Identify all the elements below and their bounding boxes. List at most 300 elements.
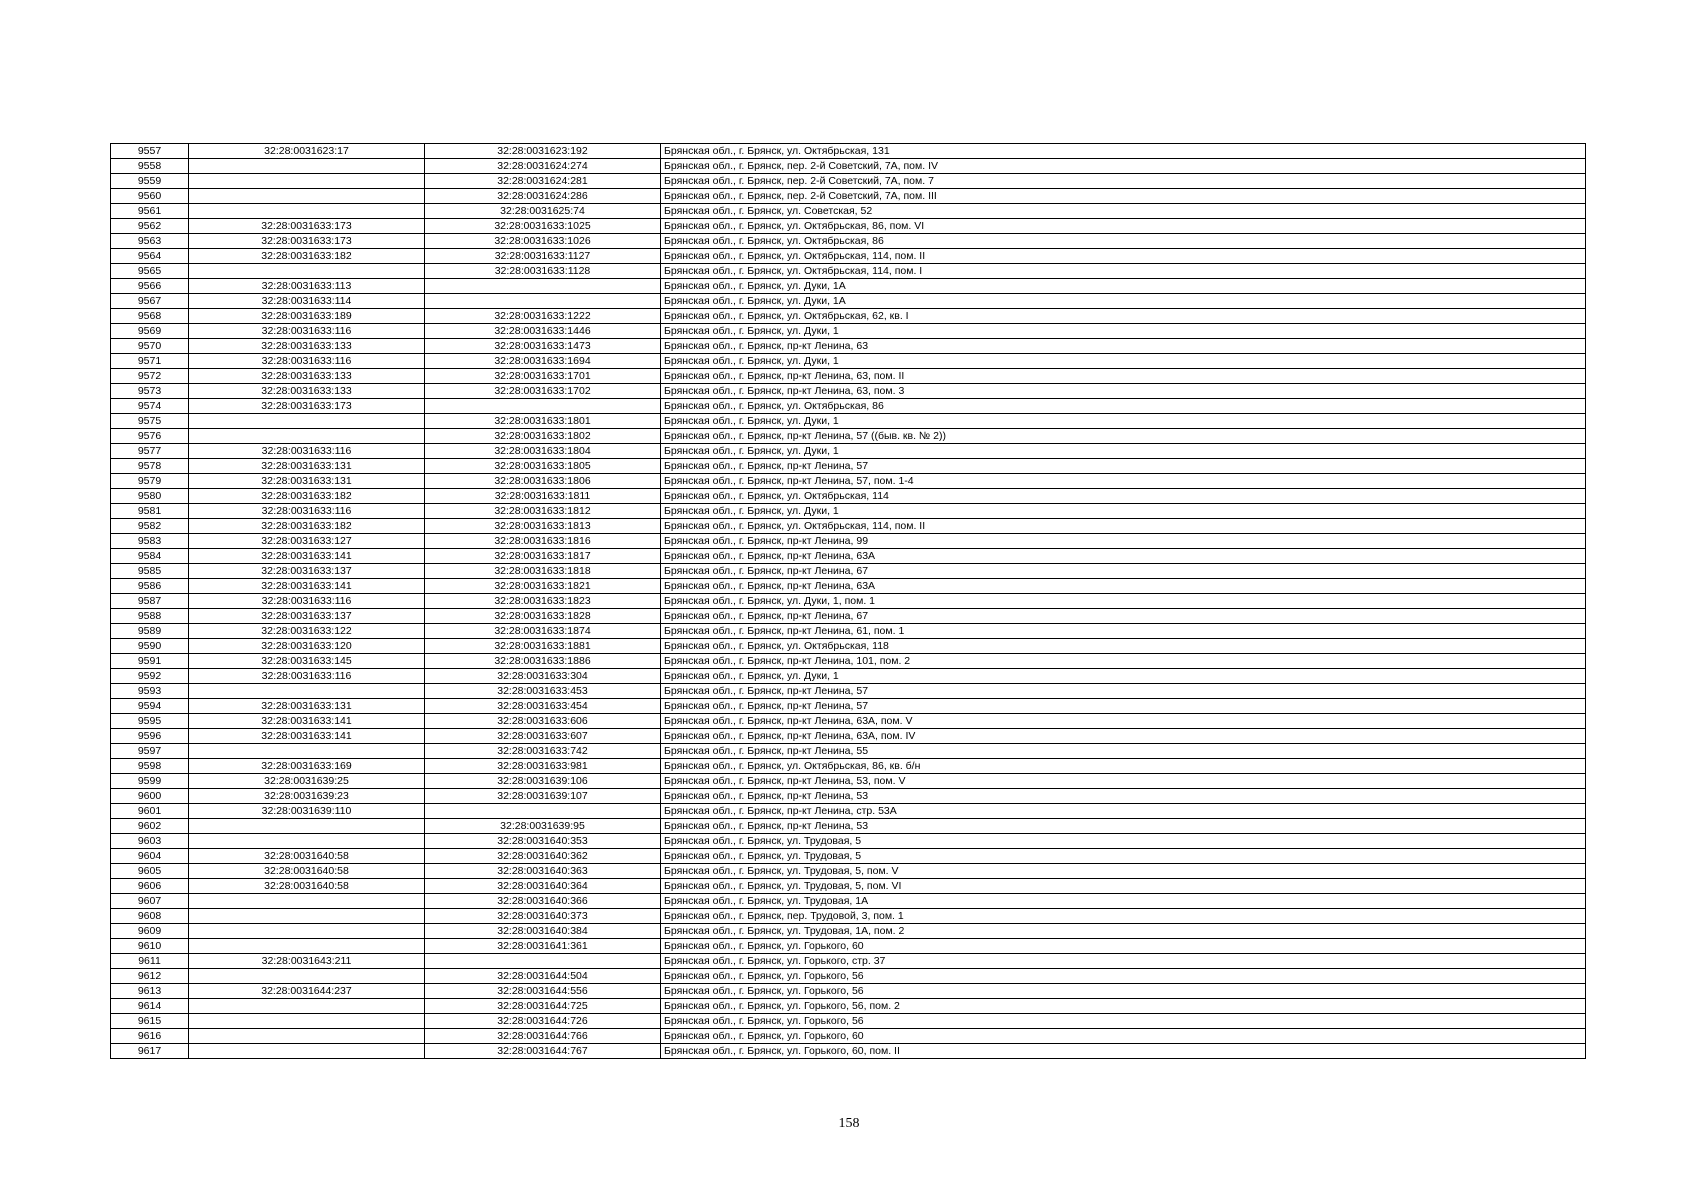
table-row [111, 1044, 1586, 1059]
address-cell: Брянская обл., г. Брянск, пер. 2-й Советский, 7А, пом. IV [661, 159, 1586, 174]
row-number-cell: 9564 [111, 249, 189, 264]
address-cell: Брянская обл., г. Брянск, ул. Трудовая, 5, пом. VI [661, 879, 1586, 894]
parent-cadastral-cell [189, 264, 425, 279]
cadastral-number-cell: 32:28:0031644:767 [425, 1044, 661, 1059]
address-cell: Брянская обл., г. Брянск, пр-кт Ленина, 99 [661, 534, 1586, 549]
parent-cadastral-cell [189, 429, 425, 444]
address-cell: Брянская обл., г. Брянск, пр-кт Ленина, 63А, пом. V [661, 714, 1586, 729]
parent-cadastral-cell [189, 1044, 425, 1059]
cadastral-number-cell: 32:28:0031633:1694 [425, 354, 661, 369]
cadastral-number-cell: 32:28:0031640:364 [425, 879, 661, 894]
parent-cadastral-cell [189, 939, 425, 954]
cadastral-number-cell: 32:28:0031633:1812 [425, 504, 661, 519]
table-row [111, 609, 1586, 624]
address-cell: Брянская обл., г. Брянск, пер. 2-й Советский, 7А, пом. III [661, 189, 1586, 204]
parent-cadastral-cell: 32:28:0031633:131 [189, 474, 425, 489]
table-row [111, 954, 1586, 969]
parent-cadastral-cell: 32:28:0031644:237 [189, 984, 425, 999]
table-row [111, 174, 1586, 189]
address-cell: Брянская обл., г. Брянск, пр-кт Ленина, 57 [661, 459, 1586, 474]
parent-cadastral-cell [189, 924, 425, 939]
table-row [111, 879, 1586, 894]
table-row [111, 444, 1586, 459]
cadastral-number-cell: 32:28:0031633:1813 [425, 519, 661, 534]
table-row [111, 999, 1586, 1014]
table-row [111, 189, 1586, 204]
address-cell: Брянская обл., г. Брянск, пр-кт Ленина, 61, пом. 1 [661, 624, 1586, 639]
address-cell: Брянская обл., г. Брянск, ул. Октябрьская, 118 [661, 639, 1586, 654]
cadastral-number-cell: 32:28:0031633:1821 [425, 579, 661, 594]
cadastral-number-cell: 32:28:0031633:1702 [425, 384, 661, 399]
cadastral-number-cell: 32:28:0031633:606 [425, 714, 661, 729]
row-number-cell: 9568 [111, 309, 189, 324]
address-cell: Брянская обл., г. Брянск, пер. Трудовой, 3, пом. 1 [661, 909, 1586, 924]
table-row [111, 684, 1586, 699]
row-number-cell: 9557 [111, 144, 189, 159]
parent-cadastral-cell: 32:28:0031633:137 [189, 609, 425, 624]
parent-cadastral-cell: 32:28:0031633:133 [189, 369, 425, 384]
address-cell: Брянская обл., г. Брянск, ул. Горького, 60 [661, 1029, 1586, 1044]
registry-table [110, 143, 1586, 1059]
address-cell: Брянская обл., г. Брянск, ул. Горького, 60 [661, 939, 1586, 954]
row-number-cell: 9611 [111, 954, 189, 969]
address-cell: Брянская обл., г. Брянск, ул. Горького, стр. 37 [661, 954, 1586, 969]
parent-cadastral-cell: 32:28:0031633:116 [189, 594, 425, 609]
parent-cadastral-cell: 32:28:0031623:17 [189, 144, 425, 159]
row-number-cell: 9604 [111, 849, 189, 864]
table-row [111, 264, 1586, 279]
address-cell: Брянская обл., г. Брянск, ул. Дуки, 1 [661, 324, 1586, 339]
row-number-cell: 9589 [111, 624, 189, 639]
table-row [111, 924, 1586, 939]
row-number-cell: 9573 [111, 384, 189, 399]
row-number-cell: 9569 [111, 324, 189, 339]
cadastral-number-cell: 32:28:0031644:504 [425, 969, 661, 984]
row-number-cell: 9559 [111, 174, 189, 189]
parent-cadastral-cell [189, 909, 425, 924]
row-number-cell: 9576 [111, 429, 189, 444]
parent-cadastral-cell: 32:28:0031633:141 [189, 549, 425, 564]
table-row [111, 489, 1586, 504]
table-row [111, 159, 1586, 174]
table-row [111, 579, 1586, 594]
table-row [111, 774, 1586, 789]
address-cell: Брянская обл., г. Брянск, ул. Горького, 60, пом. II [661, 1044, 1586, 1059]
table-row [111, 369, 1586, 384]
row-number-cell: 9617 [111, 1044, 189, 1059]
parent-cadastral-cell: 32:28:0031633:133 [189, 339, 425, 354]
parent-cadastral-cell: 32:28:0031633:116 [189, 669, 425, 684]
cadastral-number-cell: 32:28:0031633:1817 [425, 549, 661, 564]
row-number-cell: 9597 [111, 744, 189, 759]
address-cell: Брянская обл., г. Брянск, пр-кт Ленина, 55 [661, 744, 1586, 759]
cadastral-number-cell: 32:28:0031633:1818 [425, 564, 661, 579]
parent-cadastral-cell [189, 819, 425, 834]
cadastral-number-cell: 32:28:0031640:373 [425, 909, 661, 924]
address-cell: Брянская обл., г. Брянск, ул. Трудовая, 5, пом. V [661, 864, 1586, 879]
cadastral-number-cell: 32:28:0031633:453 [425, 684, 661, 699]
row-number-cell: 9601 [111, 804, 189, 819]
parent-cadastral-cell [189, 159, 425, 174]
address-cell: Брянская обл., г. Брянск, ул. Горького, 56 [661, 984, 1586, 999]
cadastral-number-cell: 32:28:0031633:1816 [425, 534, 661, 549]
table-row [111, 714, 1586, 729]
address-cell: Брянская обл., г. Брянск, ул. Горького, 56 [661, 969, 1586, 984]
cadastral-number-cell: 32:28:0031633:1802 [425, 429, 661, 444]
page-number: 158 [838, 1116, 860, 1131]
row-number-cell: 9558 [111, 159, 189, 174]
table-row [111, 654, 1586, 669]
table-row [111, 144, 1586, 159]
address-cell: Брянская обл., г. Брянск, пр-кт Ленина, 53, пом. V [661, 774, 1586, 789]
address-cell: Брянская обл., г. Брянск, ул. Дуки, 1 [661, 444, 1586, 459]
row-number-cell: 9585 [111, 564, 189, 579]
row-number-cell: 9562 [111, 219, 189, 234]
parent-cadastral-cell: 32:28:0031633:137 [189, 564, 425, 579]
row-number-cell: 9600 [111, 789, 189, 804]
address-cell: Брянская обл., г. Брянск, ул. Дуки, 1 [661, 504, 1586, 519]
address-cell: Брянская обл., г. Брянск, пр-кт Ленина, 53 [661, 789, 1586, 804]
row-number-cell: 9603 [111, 834, 189, 849]
cadastral-number-cell: 32:28:0031644:766 [425, 1029, 661, 1044]
address-cell: Брянская обл., г. Брянск, ул. Октябрьская, 86, кв. б/н [661, 759, 1586, 774]
cadastral-number-cell: 32:28:0031633:1874 [425, 624, 661, 639]
address-cell: Брянская обл., г. Брянск, ул. Дуки, 1 [661, 354, 1586, 369]
row-number-cell: 9607 [111, 894, 189, 909]
row-number-cell: 9602 [111, 819, 189, 834]
row-number-cell: 9594 [111, 699, 189, 714]
parent-cadastral-cell [189, 894, 425, 909]
table-row [111, 384, 1586, 399]
address-cell: Брянская обл., г. Брянск, пер. 2-й Советский, 7А, пом. 7 [661, 174, 1586, 189]
row-number-cell: 9586 [111, 579, 189, 594]
table-row [111, 894, 1586, 909]
row-number-cell: 9560 [111, 189, 189, 204]
address-cell: Брянская обл., г. Брянск, пр-кт Ленина, 57 ((быв. кв. № 2)) [661, 429, 1586, 444]
row-number-cell: 9581 [111, 504, 189, 519]
parent-cadastral-cell [189, 414, 425, 429]
cadastral-number-cell: 32:28:0031624:274 [425, 159, 661, 174]
table-row [111, 399, 1586, 414]
cadastral-number-cell: 32:28:0031639:106 [425, 774, 661, 789]
address-cell: Брянская обл., г. Брянск, пр-кт Ленина, 57, пом. 1-4 [661, 474, 1586, 489]
address-cell: Брянская обл., г. Брянск, ул. Октябрьская, 86 [661, 399, 1586, 414]
address-cell: Брянская обл., г. Брянск, ул. Трудовая, 1А, пом. 2 [661, 924, 1586, 939]
table-row [111, 219, 1586, 234]
table-row [111, 324, 1586, 339]
address-cell: Брянская обл., г. Брянск, пр-кт Ленина, 63А, пом. IV [661, 729, 1586, 744]
cadastral-number-cell: 32:28:0031624:281 [425, 174, 661, 189]
table-row [111, 1029, 1586, 1044]
parent-cadastral-cell: 32:28:0031633:116 [189, 504, 425, 519]
cadastral-number-cell: 32:28:0031633:454 [425, 699, 661, 714]
row-number-cell: 9609 [111, 924, 189, 939]
table-row [111, 504, 1586, 519]
address-cell: Брянская обл., г. Брянск, ул. Горького, 56, пом. 2 [661, 999, 1586, 1014]
cadastral-number-cell: 32:28:0031633:1127 [425, 249, 661, 264]
cadastral-number-cell: 32:28:0031633:1886 [425, 654, 661, 669]
table-row [111, 804, 1586, 819]
parent-cadastral-cell: 32:28:0031633:120 [189, 639, 425, 654]
cadastral-number-cell: 32:28:0031633:1025 [425, 219, 661, 234]
address-cell: Брянская обл., г. Брянск, ул. Октябрьская, 114, пом. II [661, 519, 1586, 534]
address-cell: Брянская обл., г. Брянск, ул. Дуки, 1А [661, 279, 1586, 294]
parent-cadastral-cell: 32:28:0031639:23 [189, 789, 425, 804]
parent-cadastral-cell: 32:28:0031633:173 [189, 219, 425, 234]
address-cell: Брянская обл., г. Брянск, ул. Октябрьская, 114 [661, 489, 1586, 504]
cadastral-number-cell: 32:28:0031644:726 [425, 1014, 661, 1029]
row-number-cell: 9570 [111, 339, 189, 354]
row-number-cell: 9591 [111, 654, 189, 669]
address-cell: Брянская обл., г. Брянск, пр-кт Ленина, 67 [661, 609, 1586, 624]
table-row [111, 594, 1586, 609]
row-number-cell: 9610 [111, 939, 189, 954]
table-row [111, 639, 1586, 654]
parent-cadastral-cell [189, 189, 425, 204]
parent-cadastral-cell: 32:28:0031633:182 [189, 249, 425, 264]
parent-cadastral-cell: 32:28:0031633:182 [189, 519, 425, 534]
table-row [111, 849, 1586, 864]
row-number-cell: 9566 [111, 279, 189, 294]
row-number-cell: 9567 [111, 294, 189, 309]
row-number-cell: 9599 [111, 774, 189, 789]
parent-cadastral-cell: 32:28:0031633:133 [189, 384, 425, 399]
address-cell: Брянская обл., г. Брянск, ул. Октябрьская, 114, пом. II [661, 249, 1586, 264]
cadastral-number-cell: 32:28:0031639:95 [425, 819, 661, 834]
address-cell: Брянская обл., г. Брянск, пр-кт Ленина, 101, пом. 2 [661, 654, 1586, 669]
parent-cadastral-cell: 32:28:0031633:131 [189, 459, 425, 474]
cadastral-number-cell: 32:28:0031633:981 [425, 759, 661, 774]
table-row [111, 624, 1586, 639]
table-row [111, 699, 1586, 714]
row-number-cell: 9612 [111, 969, 189, 984]
table-row [111, 519, 1586, 534]
table-row [111, 294, 1586, 309]
parent-cadastral-cell: 32:28:0031633:131 [189, 699, 425, 714]
address-cell: Брянская обл., г. Брянск, пр-кт Ленина, 63, пом. 3 [661, 384, 1586, 399]
table-row [111, 969, 1586, 984]
table-body [111, 144, 1586, 1059]
row-number-cell: 9565 [111, 264, 189, 279]
row-number-cell: 9587 [111, 594, 189, 609]
row-number-cell: 9593 [111, 684, 189, 699]
parent-cadastral-cell [189, 999, 425, 1014]
cadastral-number-cell: 32:28:0031633:742 [425, 744, 661, 759]
cadastral-number-cell: 32:28:0031633:1806 [425, 474, 661, 489]
address-cell: Брянская обл., г. Брянск, ул. Октябрьская, 86 [661, 234, 1586, 249]
row-number-cell: 9615 [111, 1014, 189, 1029]
row-number-cell: 9614 [111, 999, 189, 1014]
parent-cadastral-cell: 32:28:0031633:169 [189, 759, 425, 774]
address-cell: Брянская обл., г. Брянск, ул. Дуки, 1А [661, 294, 1586, 309]
parent-cadastral-cell: 32:28:0031639:110 [189, 804, 425, 819]
table-row [111, 939, 1586, 954]
parent-cadastral-cell: 32:28:0031640:58 [189, 864, 425, 879]
parent-cadastral-cell [189, 684, 425, 699]
cadastral-number-cell: 32:28:0031633:1811 [425, 489, 661, 504]
row-number-cell: 9572 [111, 369, 189, 384]
table-row [111, 759, 1586, 774]
cadastral-number-cell: 32:28:0031640:363 [425, 864, 661, 879]
cadastral-number-cell: 32:28:0031640:384 [425, 924, 661, 939]
parent-cadastral-cell: 32:28:0031633:116 [189, 444, 425, 459]
address-cell: Брянская обл., г. Брянск, пр-кт Ленина, 63А [661, 579, 1586, 594]
cadastral-number-cell: 32:28:0031633:304 [425, 669, 661, 684]
address-cell: Брянская обл., г. Брянск, пр-кт Ленина, стр. 53А [661, 804, 1586, 819]
parent-cadastral-cell: 32:28:0031633:141 [189, 729, 425, 744]
cadastral-number-cell: 32:28:0031640:353 [425, 834, 661, 849]
table-row [111, 819, 1586, 834]
table-row [111, 249, 1586, 264]
row-number-cell: 9575 [111, 414, 189, 429]
parent-cadastral-cell: 32:28:0031633:145 [189, 654, 425, 669]
table-row [111, 279, 1586, 294]
cadastral-number-cell: 32:28:0031633:1222 [425, 309, 661, 324]
cadastral-number-cell: 32:28:0031641:361 [425, 939, 661, 954]
parent-cadastral-cell: 32:28:0031633:173 [189, 234, 425, 249]
parent-cadastral-cell: 32:28:0031633:114 [189, 294, 425, 309]
cadastral-number-cell: 32:28:0031633:1473 [425, 339, 661, 354]
address-cell: Брянская обл., г. Брянск, пр-кт Ленина, 63 [661, 339, 1586, 354]
parent-cadastral-cell: 32:28:0031633:173 [189, 399, 425, 414]
table-row [111, 669, 1586, 684]
address-cell: Брянская обл., г. Брянск, пр-кт Ленина, 57 [661, 684, 1586, 699]
table-row [111, 834, 1586, 849]
address-cell: Брянская обл., г. Брянск, ул. Октябрьская, 131 [661, 144, 1586, 159]
address-cell: Брянская обл., г. Брянск, ул. Трудовая, 5 [661, 834, 1586, 849]
table-row [111, 339, 1586, 354]
parent-cadastral-cell [189, 969, 425, 984]
parent-cadastral-cell: 32:28:0031633:116 [189, 354, 425, 369]
row-number-cell: 9590 [111, 639, 189, 654]
row-number-cell: 9571 [111, 354, 189, 369]
cadastral-number-cell: 32:28:0031633:1805 [425, 459, 661, 474]
cadastral-number-cell: 32:28:0031644:725 [425, 999, 661, 1014]
table-row [111, 729, 1586, 744]
table-row [111, 429, 1586, 444]
table-row [111, 1014, 1586, 1029]
row-number-cell: 9583 [111, 534, 189, 549]
cadastral-number-cell: 32:28:0031633:1828 [425, 609, 661, 624]
address-cell: Брянская обл., г. Брянск, ул. Дуки, 1 [661, 669, 1586, 684]
table-row [111, 564, 1586, 579]
row-number-cell: 9605 [111, 864, 189, 879]
parent-cadastral-cell [189, 174, 425, 189]
table-row [111, 909, 1586, 924]
table-row [111, 864, 1586, 879]
row-number-cell: 9577 [111, 444, 189, 459]
parent-cadastral-cell: 32:28:0031639:25 [189, 774, 425, 789]
parent-cadastral-cell: 32:28:0031633:182 [189, 489, 425, 504]
parent-cadastral-cell: 32:28:0031633:141 [189, 579, 425, 594]
parent-cadastral-cell [189, 1014, 425, 1029]
row-number-cell: 9563 [111, 234, 189, 249]
table-row [111, 459, 1586, 474]
table-row [111, 474, 1586, 489]
parent-cadastral-cell [189, 744, 425, 759]
parent-cadastral-cell: 32:28:0031633:122 [189, 624, 425, 639]
parent-cadastral-cell [189, 204, 425, 219]
table-row [111, 744, 1586, 759]
parent-cadastral-cell: 32:28:0031633:127 [189, 534, 425, 549]
parent-cadastral-cell: 32:28:0031640:58 [189, 879, 425, 894]
row-number-cell: 9561 [111, 204, 189, 219]
row-number-cell: 9608 [111, 909, 189, 924]
cadastral-number-cell: 32:28:0031623:192 [425, 144, 661, 159]
parent-cadastral-cell: 32:28:0031633:141 [189, 714, 425, 729]
cadastral-number-cell: 32:28:0031624:286 [425, 189, 661, 204]
address-cell: Брянская обл., г. Брянск, ул. Дуки, 1, пом. 1 [661, 594, 1586, 609]
cadastral-number-cell: 32:28:0031633:1881 [425, 639, 661, 654]
address-cell: Брянская обл., г. Брянск, ул. Трудовая, 5 [661, 849, 1586, 864]
cadastral-number-cell: 32:28:0031640:366 [425, 894, 661, 909]
address-cell: Брянская обл., г. Брянск, ул. Октябрьская, 114, пом. I [661, 264, 1586, 279]
row-number-cell: 9574 [111, 399, 189, 414]
cadastral-number-cell: 32:28:0031639:107 [425, 789, 661, 804]
cadastral-number-cell: 32:28:0031633:1804 [425, 444, 661, 459]
row-number-cell: 9592 [111, 669, 189, 684]
parent-cadastral-cell [189, 834, 425, 849]
address-cell: Брянская обл., г. Брянск, ул. Октябрьская, 86, пом. VI [661, 219, 1586, 234]
parent-cadastral-cell: 32:28:0031633:116 [189, 324, 425, 339]
row-number-cell: 9606 [111, 879, 189, 894]
parent-cadastral-cell: 32:28:0031643:211 [189, 954, 425, 969]
row-number-cell: 9595 [111, 714, 189, 729]
cadastral-number-cell: 32:28:0031640:362 [425, 849, 661, 864]
address-cell: Брянская обл., г. Брянск, пр-кт Ленина, 63, пом. II [661, 369, 1586, 384]
address-cell: Брянская обл., г. Брянск, пр-кт Ленина, 57 [661, 699, 1586, 714]
table-row [111, 534, 1586, 549]
cadastral-number-cell: 32:28:0031633:1801 [425, 414, 661, 429]
address-cell: Брянская обл., г. Брянск, ул. Горького, 56 [661, 1014, 1586, 1029]
cadastral-number-cell [425, 294, 661, 309]
row-number-cell: 9580 [111, 489, 189, 504]
cadastral-number-cell: 32:28:0031633:607 [425, 729, 661, 744]
cadastral-number-cell: 32:28:0031625:74 [425, 204, 661, 219]
cadastral-number-cell [425, 804, 661, 819]
cadastral-number-cell: 32:28:0031633:1823 [425, 594, 661, 609]
address-cell: Брянская обл., г. Брянск, ул. Дуки, 1 [661, 414, 1586, 429]
row-number-cell: 9596 [111, 729, 189, 744]
table-row [111, 984, 1586, 999]
table-row [111, 309, 1586, 324]
parent-cadastral-cell [189, 1029, 425, 1044]
address-cell: Брянская обл., г. Брянск, пр-кт Ленина, 67 [661, 564, 1586, 579]
cadastral-number-cell: 32:28:0031633:1128 [425, 264, 661, 279]
table-row [111, 204, 1586, 219]
address-cell: Брянская обл., г. Брянск, ул. Советская, 52 [661, 204, 1586, 219]
table-row [111, 414, 1586, 429]
parent-cadastral-cell: 32:28:0031633:113 [189, 279, 425, 294]
table-row [111, 234, 1586, 249]
table-row [111, 789, 1586, 804]
parent-cadastral-cell: 32:28:0031640:58 [189, 849, 425, 864]
row-number-cell: 9578 [111, 459, 189, 474]
address-cell: Брянская обл., г. Брянск, пр-кт Ленина, 53 [661, 819, 1586, 834]
address-cell: Брянская обл., г. Брянск, ул. Трудовая, 1А [661, 894, 1586, 909]
row-number-cell: 9616 [111, 1029, 189, 1044]
address-cell: Брянская обл., г. Брянск, ул. Октябрьская, 62, кв. I [661, 309, 1586, 324]
cadastral-number-cell: 32:28:0031633:1446 [425, 324, 661, 339]
row-number-cell: 9579 [111, 474, 189, 489]
cadastral-number-cell: 32:28:0031633:1026 [425, 234, 661, 249]
cadastral-number-cell: 32:28:0031644:556 [425, 984, 661, 999]
parent-cadastral-cell: 32:28:0031633:189 [189, 309, 425, 324]
table-row [111, 354, 1586, 369]
table-row [111, 549, 1586, 564]
cadastral-number-cell [425, 279, 661, 294]
row-number-cell: 9598 [111, 759, 189, 774]
